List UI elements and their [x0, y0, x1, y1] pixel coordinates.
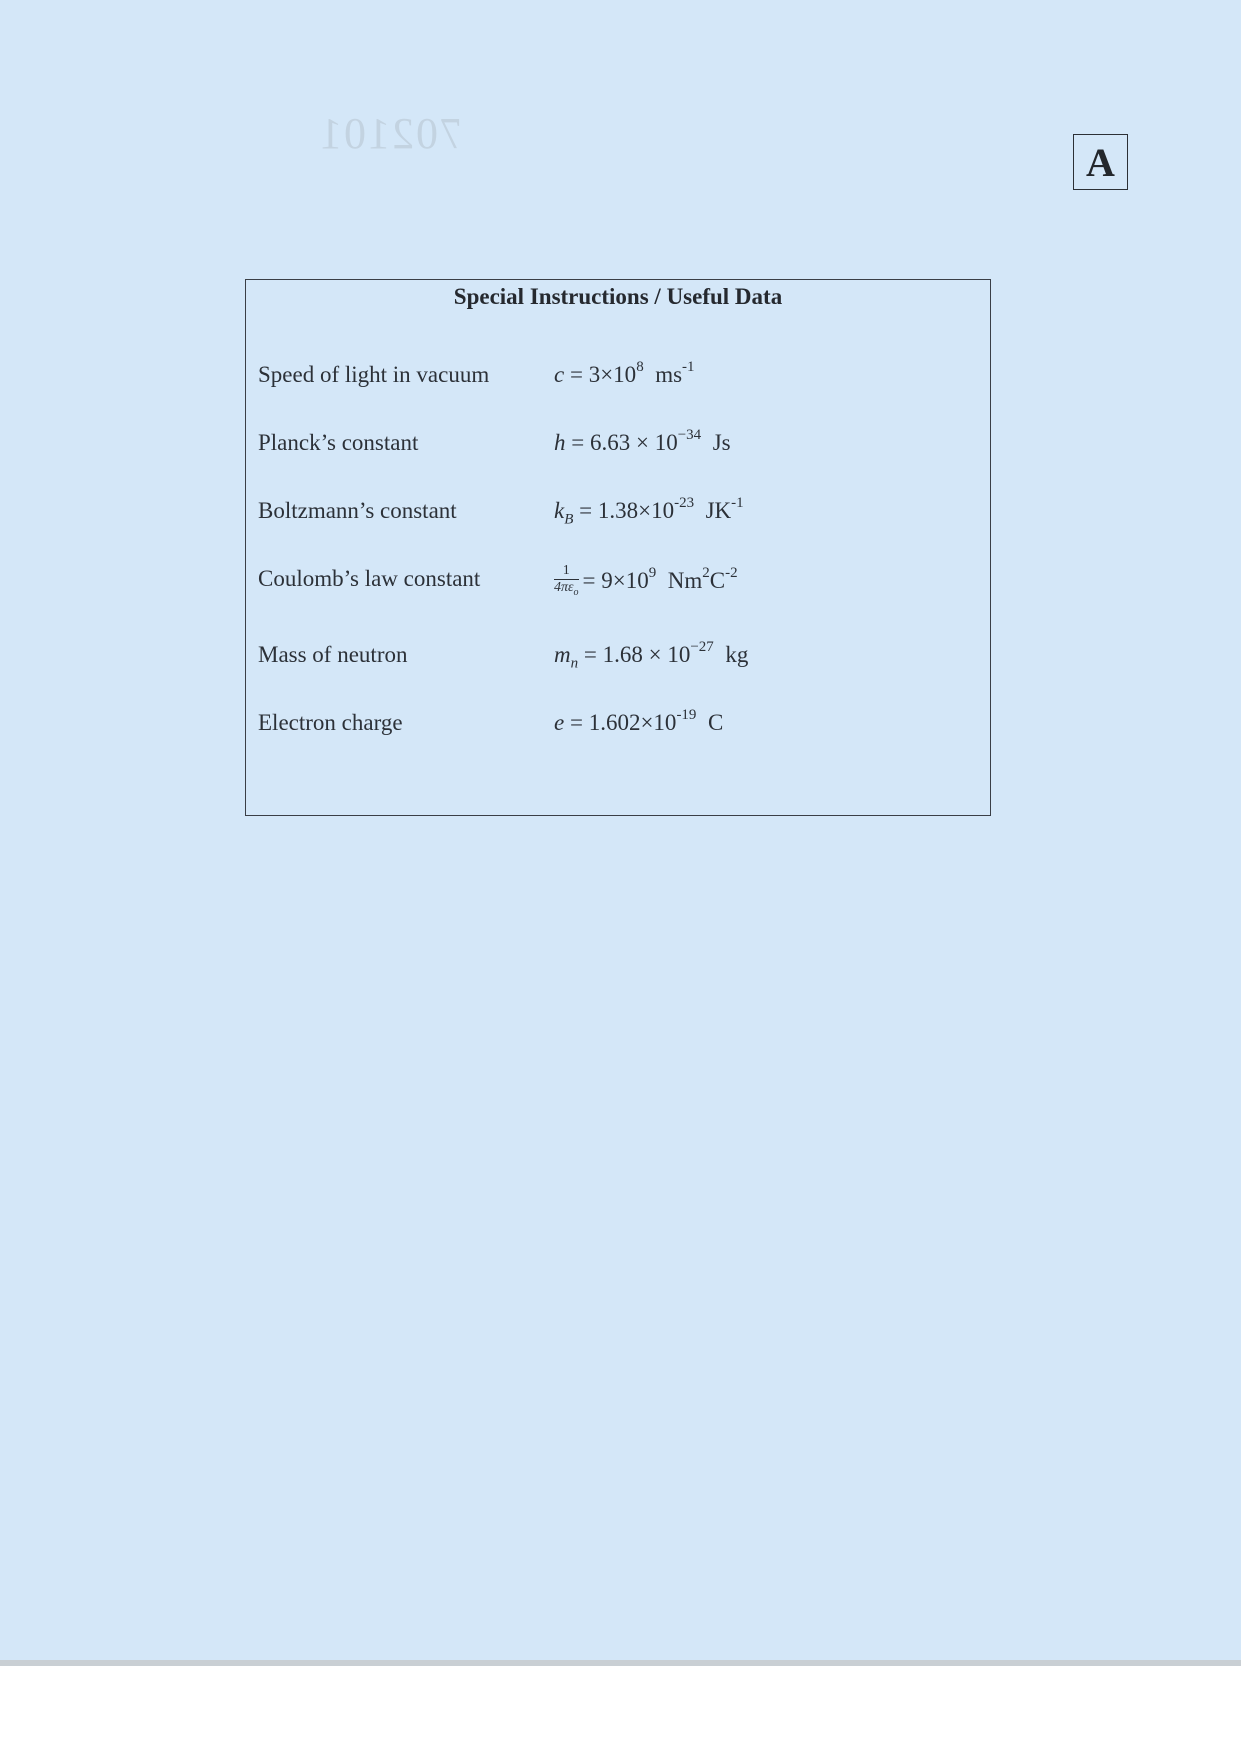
constant-symbol: k — [554, 498, 565, 523]
constant-unit-2-exponent: -2 — [725, 565, 738, 582]
constant-unit: ms — [655, 362, 683, 387]
bleed-through-text: 702101 — [318, 109, 462, 158]
constant-row — [258, 563, 978, 606]
constant-value: 9×10 — [601, 567, 649, 593]
constant-row — [258, 359, 978, 402]
constant-row — [258, 427, 978, 470]
version-code-box — [1073, 134, 1128, 190]
version-code: A — [1086, 139, 1115, 185]
constant-formula: $h = 6.63 \times 10^{-34}$ Js — [554, 427, 731, 455]
constant-row — [258, 639, 978, 682]
constant-row — [258, 495, 978, 538]
constant-value: 6.63 × 10 — [589, 430, 678, 455]
constant-unit-2: C — [709, 567, 726, 593]
constant-exponent: 9 — [648, 565, 657, 582]
constant-value: 1.602×10 — [588, 710, 677, 735]
constant-formula: $e = 1.602\times 10^{-19}$ C — [554, 707, 724, 735]
constant-formula: $k_B = 1.38\times 10^{-23}$ $JK^{-1}$ — [554, 495, 744, 528]
useful-data-box — [245, 279, 991, 816]
fraction-numerator: 1 — [554, 563, 579, 580]
constant-symbol: h — [554, 430, 566, 455]
constant-exponent: −27 — [690, 639, 714, 656]
constant-unit: C — [707, 710, 724, 735]
constant-unit-exponent: -1 — [682, 359, 695, 376]
fraction-denominator-text: 4πε — [554, 580, 574, 595]
constant-label: Boltzmann’s constant — [258, 498, 457, 523]
constant-formula: $\frac{1}{4\pi\varepsilon_o}$ = $9\times 10^9$ $Nm^2C^{-2}$ — [554, 563, 738, 598]
constant-unit-exponent: 2 — [702, 565, 710, 582]
constant-row — [258, 707, 978, 750]
constant-label: Speed of light in vacuum — [258, 362, 490, 387]
fraction-denominator-subscript: o — [573, 586, 579, 598]
constant-unit: JK — [705, 498, 732, 523]
constant-unit: Js — [712, 430, 731, 455]
constant-symbol-subscript: n — [570, 655, 579, 672]
constant-value: 3×10 — [588, 362, 637, 387]
box-title: Special Instructions / Useful Data — [453, 284, 783, 309]
constant-unit-exponent: -1 — [731, 495, 744, 512]
constant-label: Planck’s constant — [258, 430, 419, 455]
constant-symbol: m — [554, 642, 571, 667]
constant-exponent: 8 — [636, 359, 644, 376]
constant-unit: Nm — [667, 567, 703, 593]
constant-formula: $c = 3\times 10^8$ $ms^{-1}$ — [554, 359, 695, 387]
constant-formula: $m_n = 1.68 \times 10^{-27}$ kg — [554, 639, 749, 672]
constant-symbol: c — [554, 362, 565, 387]
constant-value: 1.68 × 10 — [602, 642, 691, 667]
constant-label: Electron charge — [258, 710, 403, 735]
coulomb-fraction — [554, 563, 579, 596]
constant-value: 1.38×10 — [597, 498, 675, 523]
constant-exponent: −34 — [677, 427, 702, 444]
constant-unit: kg — [725, 642, 749, 667]
constant-exponent: -23 — [674, 495, 695, 512]
constant-symbol-subscript: B — [564, 511, 574, 528]
constant-exponent: -19 — [676, 707, 697, 724]
constant-symbol: e — [554, 710, 565, 735]
constant-label: Mass of neutron — [258, 642, 408, 667]
constant-label: Coulomb’s law constant — [258, 566, 481, 591]
fraction-denominator — [554, 580, 579, 596]
